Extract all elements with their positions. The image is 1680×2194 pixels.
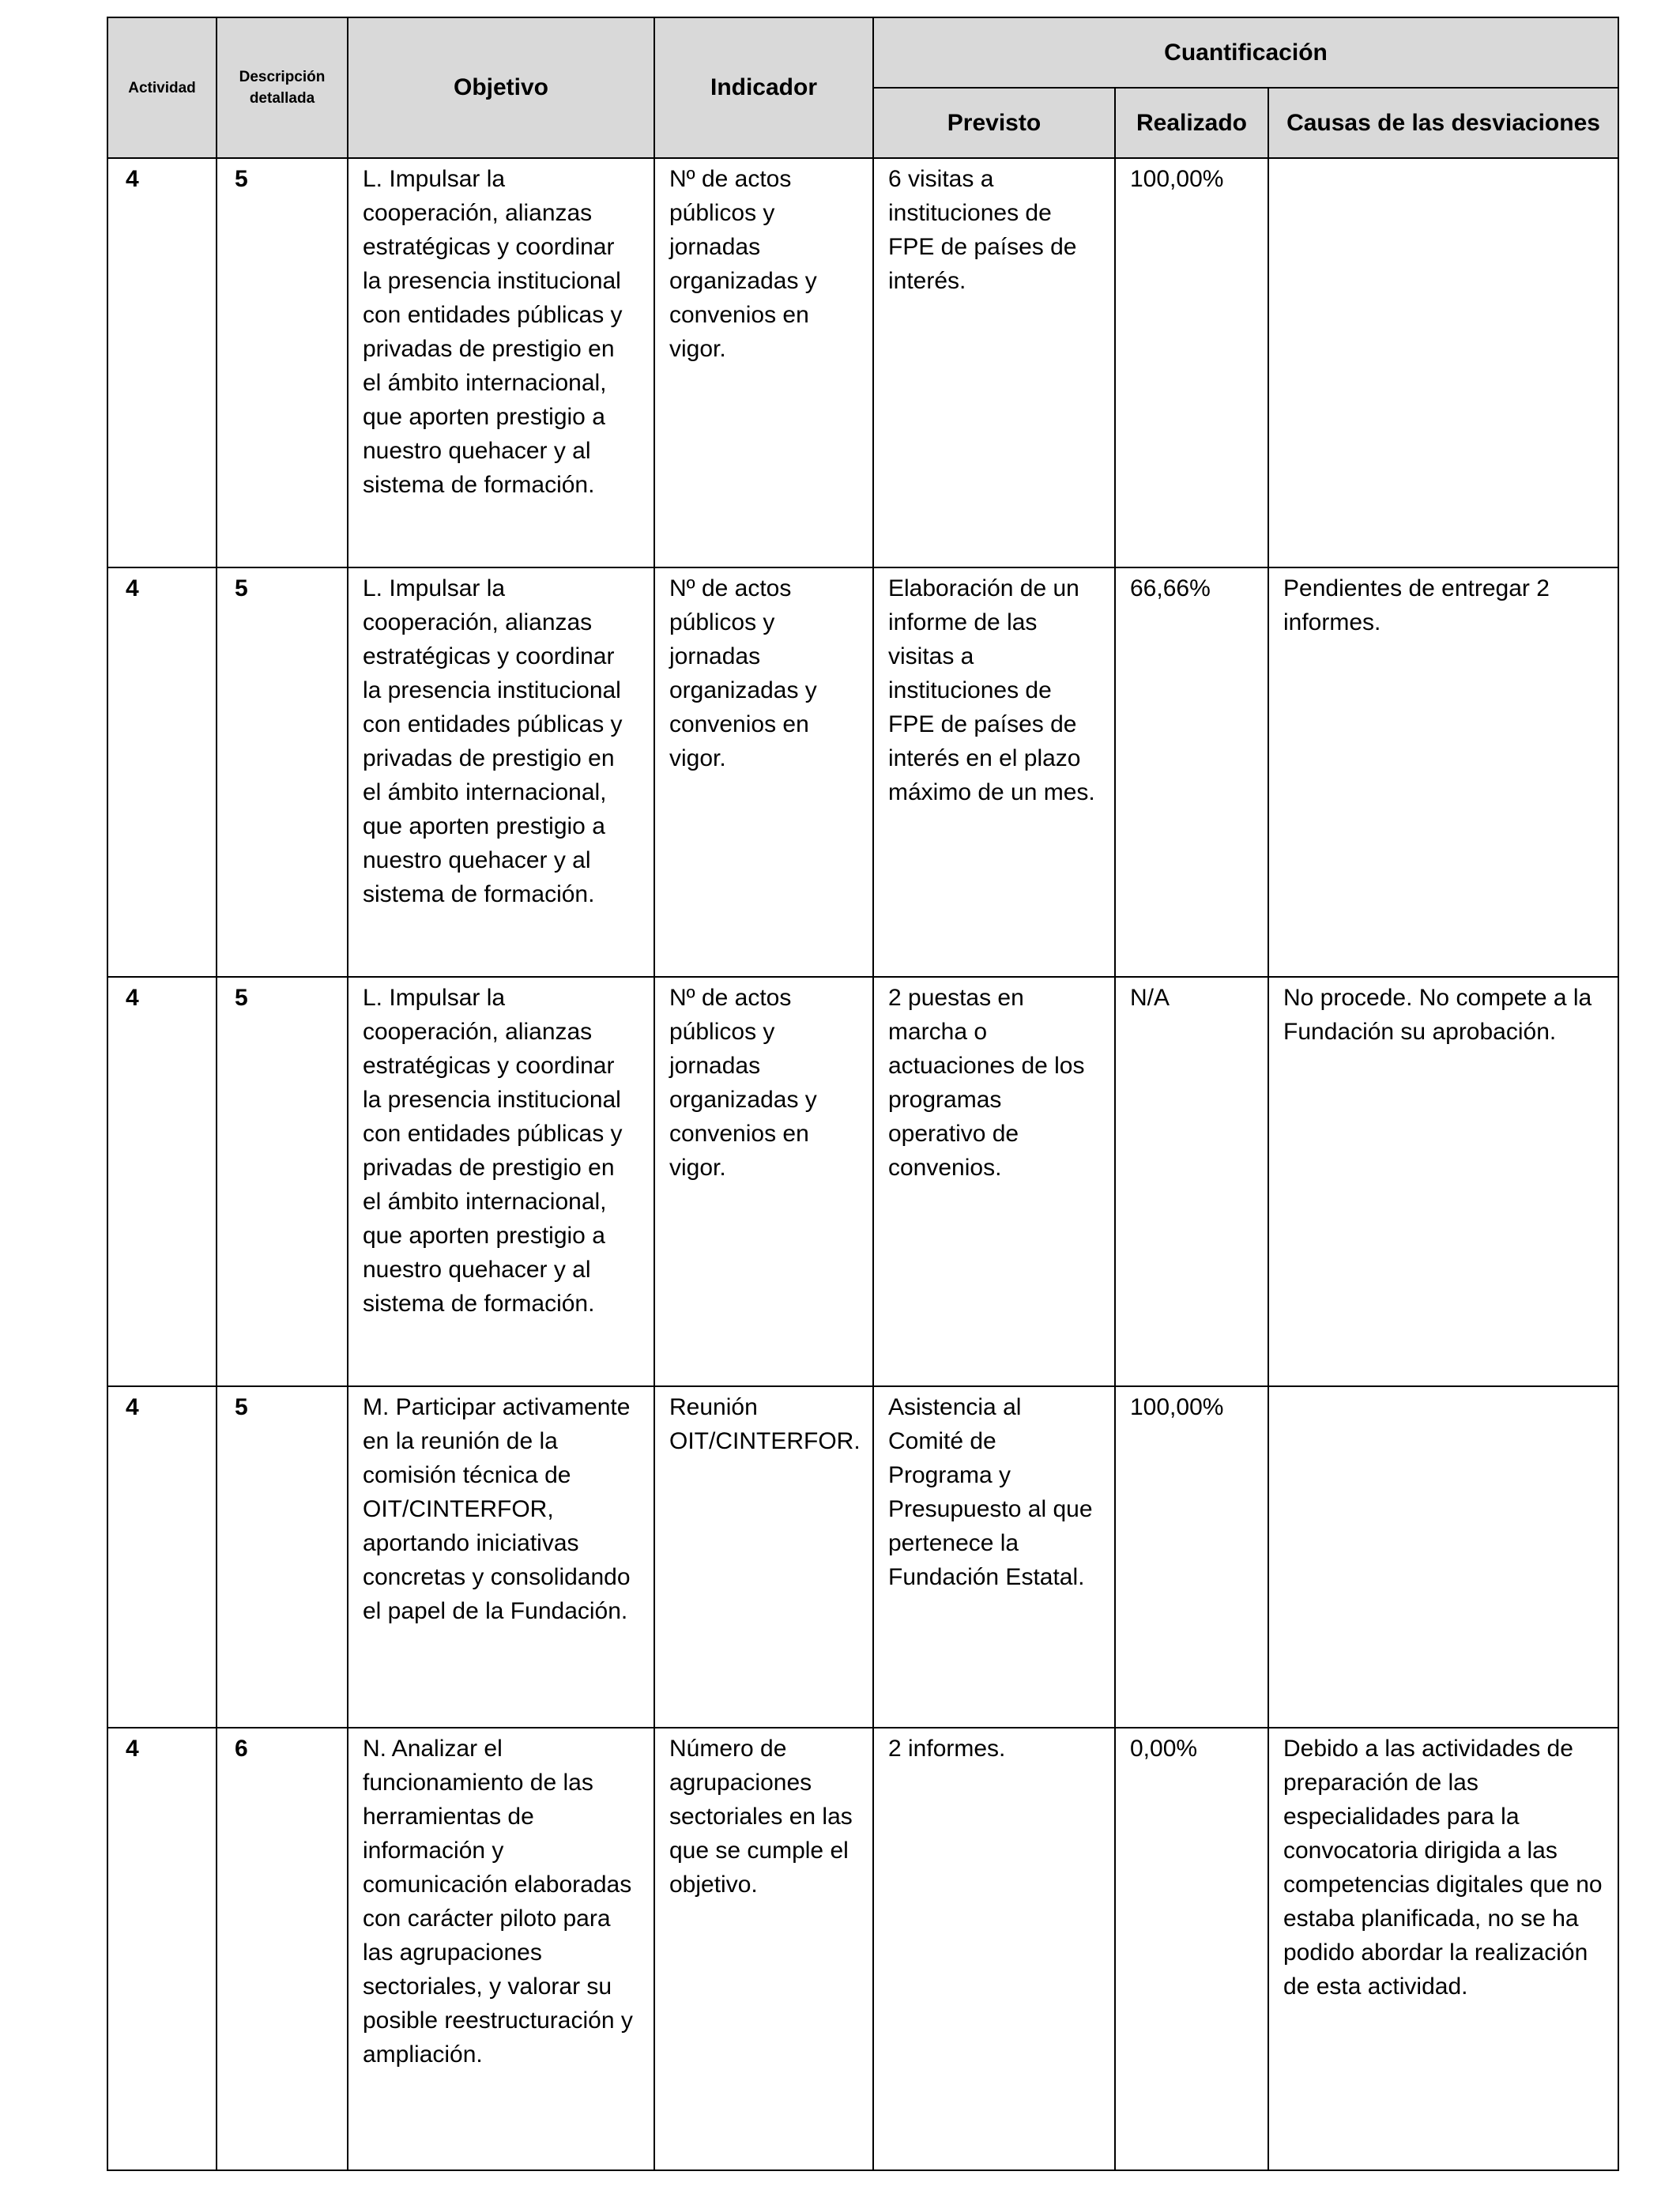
table-row — [107, 567, 1618, 977]
cell-indicador: Nº de actos públicos y jornadas organizadas y convenios en vigor. — [654, 977, 873, 1386]
cell-objetivo: M. Participar activamente en la reunión de la comisión técnica de OIT/CINTERFOR, aportando iniciativas concretas y consolidando el papel de la Fundación. — [348, 1386, 654, 1728]
table-row — [107, 1728, 1618, 2170]
cell-causas — [1268, 1386, 1618, 1728]
cell-actividad: 4 — [107, 567, 217, 977]
cell-realizado: 66,66% — [1115, 567, 1268, 977]
header-realizado: Realizado — [1115, 88, 1268, 158]
cell-indicador: Nº de actos públicos y jornadas organizadas y convenios en vigor. — [654, 158, 873, 567]
cell-actividad: 4 — [107, 1728, 217, 2170]
cell-previsto: Asistencia al Comité de Programa y Presupuesto al que pertenece la Fundación Estatal. — [873, 1386, 1115, 1728]
activity-quantification-table — [107, 17, 1619, 2171]
table-header — [107, 17, 1618, 158]
cell-causas: No procede. No compete a la Fundación su aprobación. — [1268, 977, 1618, 1386]
cell-descripcion: 5 — [217, 158, 348, 567]
cell-indicador: Reunión OIT/CINTERFOR. — [654, 1386, 873, 1728]
header-row-top — [107, 17, 1618, 88]
cell-objetivo: N. Analizar el funcionamiento de las herramientas de información y comunicación elaboradas con carácter piloto para las agrupaciones sectoriales, y valorar su posible reestructuración y ampliación. — [348, 1728, 654, 2170]
cell-actividad: 4 — [107, 158, 217, 567]
cell-objetivo: L. Impulsar la cooperación, alianzas estratégicas y coordinar la presencia institucional con entidades públicas y privadas de prestigio en el ámbito internacional, que aporten prestigio a nuestro quehacer y al sistema de formación. — [348, 567, 654, 977]
header-causas: Causas de las desviaciones — [1268, 88, 1618, 158]
cell-descripcion: 5 — [217, 567, 348, 977]
cell-descripcion: 6 — [217, 1728, 348, 2170]
cell-actividad: 4 — [107, 1386, 217, 1728]
cell-indicador: Nº de actos públicos y jornadas organizadas y convenios en vigor. — [654, 567, 873, 977]
cell-actividad: 4 — [107, 977, 217, 1386]
cell-causas — [1268, 158, 1618, 567]
cell-descripcion: 5 — [217, 977, 348, 1386]
cell-causas: Pendientes de entregar 2 informes. — [1268, 567, 1618, 977]
cell-previsto: Elaboración de un informe de las visitas a instituciones de FPE de países de interés en el plazo máximo de un mes. — [873, 567, 1115, 977]
cell-previsto: 2 informes. — [873, 1728, 1115, 2170]
cell-realizado: 0,00% — [1115, 1728, 1268, 2170]
header-actividad: Actividad — [107, 17, 217, 158]
cell-causas: Debido a las actividades de preparación de las especialidades para la convocatoria dirigida a las competencias digitales que no estaba planificada, no se ha podido abordar la realización de esta actividad. — [1268, 1728, 1618, 2170]
cell-descripcion: 5 — [217, 1386, 348, 1728]
header-descripcion: Descripción detallada — [217, 17, 348, 158]
header-cuantificacion: Cuantificación — [873, 17, 1618, 88]
header-previsto: Previsto — [873, 88, 1115, 158]
cell-realizado: N/A — [1115, 977, 1268, 1386]
cell-realizado: 100,00% — [1115, 1386, 1268, 1728]
cell-indicador: Número de agrupaciones sectoriales en las que se cumple el objetivo. — [654, 1728, 873, 2170]
header-indicador: Indicador — [654, 17, 873, 158]
table-body — [107, 158, 1618, 2170]
cell-previsto: 2 puestas en marcha o actuaciones de los programas operativo de convenios. — [873, 977, 1115, 1386]
table-row — [107, 1386, 1618, 1728]
cell-realizado: 100,00% — [1115, 158, 1268, 567]
table-row — [107, 977, 1618, 1386]
table-row — [107, 158, 1618, 567]
header-objetivo: Objetivo — [348, 17, 654, 158]
cell-objetivo: L. Impulsar la cooperación, alianzas estratégicas y coordinar la presencia institucional con entidades públicas y privadas de prestigio en el ámbito internacional, que aporten prestigio a nuestro quehacer y al sistema de formación. — [348, 977, 654, 1386]
cell-objetivo: L. Impulsar la cooperación, alianzas estratégicas y coordinar la presencia institucional con entidades públicas y privadas de prestigio en el ámbito internacional, que aporten prestigio a nuestro quehacer y al sistema de formación. — [348, 158, 654, 567]
cell-previsto: 6 visitas a instituciones de FPE de países de interés. — [873, 158, 1115, 567]
